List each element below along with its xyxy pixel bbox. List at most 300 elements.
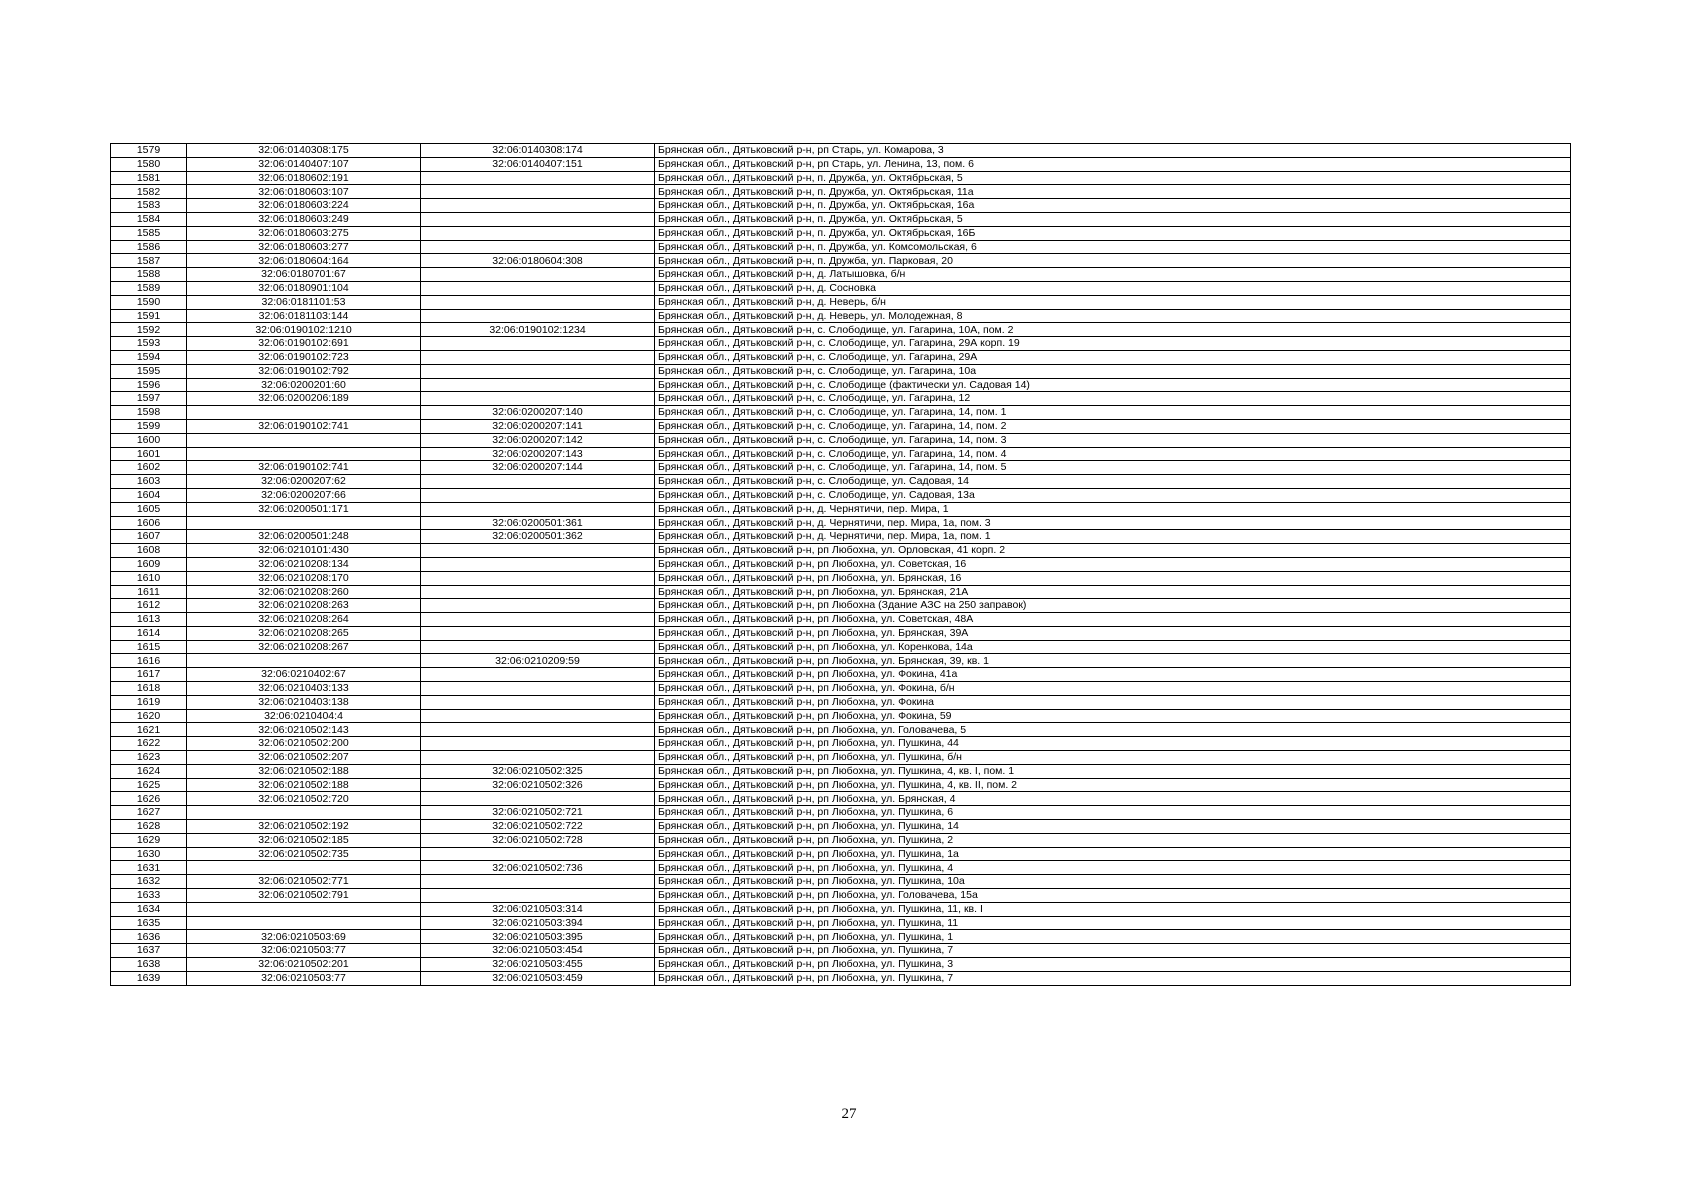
cadastral-number-cell: 32:06:0180603:249 (187, 212, 421, 226)
table-row (111, 626, 1571, 640)
related-cadastral-number-cell (421, 295, 655, 309)
table-row (111, 364, 1571, 378)
row-number-cell: 1635 (111, 916, 187, 930)
address-cell: Брянская обл., Дятьковский р-н, п. Дружба, ул. Комсомольская, 6 (655, 240, 1571, 254)
cadastral-number-cell (187, 406, 421, 420)
address-cell: Брянская обл., Дятьковский р-н, с. Слободище, ул. Гагарина, 14, пом. 5 (655, 461, 1571, 475)
table-row (111, 930, 1571, 944)
cadastral-number-cell: 32:06:0210502:188 (187, 778, 421, 792)
table-row (111, 337, 1571, 351)
registry-table (110, 143, 1571, 986)
related-cadastral-number-cell: 32:06:0210502:736 (421, 861, 655, 875)
cadastral-number-cell (187, 806, 421, 820)
table-row (111, 668, 1571, 682)
cadastral-number-cell: 32:06:0210208:134 (187, 557, 421, 571)
table-row (111, 585, 1571, 599)
row-number-cell: 1606 (111, 516, 187, 530)
table-row (111, 281, 1571, 295)
table-row (111, 433, 1571, 447)
related-cadastral-number-cell: 32:06:0210502:326 (421, 778, 655, 792)
row-number-cell: 1603 (111, 475, 187, 489)
address-cell: Брянская обл., Дятьковский р-н, д. Латышовка, б/н (655, 268, 1571, 282)
cadastral-number-cell (187, 516, 421, 530)
related-cadastral-number-cell: 32:06:0210502:721 (421, 806, 655, 820)
related-cadastral-number-cell (421, 792, 655, 806)
related-cadastral-number-cell (421, 599, 655, 613)
related-cadastral-number-cell (421, 695, 655, 709)
address-cell: Брянская обл., Дятьковский р-н, с. Слободище, ул. Гагарина, 12 (655, 392, 1571, 406)
row-number-cell: 1608 (111, 544, 187, 558)
related-cadastral-number-cell: 32:06:0210503:395 (421, 930, 655, 944)
table-row (111, 958, 1571, 972)
cadastral-number-cell: 32:06:0181103:144 (187, 309, 421, 323)
row-number-cell: 1634 (111, 902, 187, 916)
cadastral-number-cell: 32:06:0200206:189 (187, 392, 421, 406)
table-row (111, 544, 1571, 558)
cadastral-number-cell: 32:06:0200207:62 (187, 475, 421, 489)
address-cell: Брянская обл., Дятьковский р-н, рп Старь, ул. Комарова, 3 (655, 144, 1571, 158)
address-cell: Брянская обл., Дятьковский р-н, рп Любохна, ул. Фокина, 41а (655, 668, 1571, 682)
address-cell: Брянская обл., Дятьковский р-н, рп Любохна, ул. Пушкина, 7 (655, 944, 1571, 958)
row-number-cell: 1622 (111, 737, 187, 751)
row-number-cell: 1581 (111, 171, 187, 185)
address-cell: Брянская обл., Дятьковский р-н, с. Слободище, ул. Садовая, 14 (655, 475, 1571, 489)
row-number-cell: 1588 (111, 268, 187, 282)
table-row (111, 875, 1571, 889)
table-row (111, 323, 1571, 337)
cadastral-number-cell: 32:06:0180603:107 (187, 185, 421, 199)
cadastral-number-cell: 32:06:0181101:53 (187, 295, 421, 309)
row-number-cell: 1589 (111, 281, 187, 295)
cadastral-number-cell: 32:06:0210503:77 (187, 944, 421, 958)
related-cadastral-number-cell (421, 171, 655, 185)
related-cadastral-number-cell: 32:06:0210503:459 (421, 971, 655, 985)
related-cadastral-number-cell: 32:06:0210502:728 (421, 833, 655, 847)
related-cadastral-number-cell (421, 751, 655, 765)
table-row (111, 654, 1571, 668)
address-cell: Брянская обл., Дятьковский р-н, рп Любохна, ул. Пушкина, 11, кв. I (655, 902, 1571, 916)
address-cell: Брянская обл., Дятьковский р-н, рп Любохна, ул. Брянская, 21А (655, 585, 1571, 599)
row-number-cell: 1639 (111, 971, 187, 985)
table-row (111, 889, 1571, 903)
cadastral-number-cell: 32:06:0210404:4 (187, 709, 421, 723)
row-number-cell: 1604 (111, 488, 187, 502)
table-row (111, 833, 1571, 847)
cadastral-number-cell: 32:06:0180701:67 (187, 268, 421, 282)
row-number-cell: 1591 (111, 309, 187, 323)
table-row (111, 199, 1571, 213)
cadastral-number-cell: 32:06:0210503:69 (187, 930, 421, 944)
related-cadastral-number-cell (421, 281, 655, 295)
address-cell: Брянская обл., Дятьковский р-н, д. Чернятичи, пер. Мира, 1а, пом. 1 (655, 530, 1571, 544)
address-cell: Брянская обл., Дятьковский р-н, рп Любохна, ул. Брянская, 4 (655, 792, 1571, 806)
related-cadastral-number-cell: 32:06:0200207:143 (421, 447, 655, 461)
table-row (111, 461, 1571, 475)
table-row (111, 157, 1571, 171)
table-row (111, 268, 1571, 282)
related-cadastral-number-cell: 32:06:0200207:144 (421, 461, 655, 475)
row-number-cell: 1617 (111, 668, 187, 682)
address-cell: Брянская обл., Дятьковский р-н, рп Любохна, ул. Пушкина, б/н (655, 751, 1571, 765)
address-cell: Брянская обл., Дятьковский р-н, рп Любохна, ул. Советская, 48А (655, 613, 1571, 627)
related-cadastral-number-cell: 32:06:0210503:454 (421, 944, 655, 958)
table-row (111, 144, 1571, 158)
cadastral-number-cell: 32:06:0190102:1210 (187, 323, 421, 337)
cadastral-number-cell: 32:06:0210502:201 (187, 958, 421, 972)
address-cell: Брянская обл., Дятьковский р-н, рп Любохна, ул. Коренкова, 14а (655, 640, 1571, 654)
related-cadastral-number-cell (421, 875, 655, 889)
address-cell: Брянская обл., Дятьковский р-н, с. Слободище, ул. Гагарина, 10а (655, 364, 1571, 378)
cadastral-number-cell (187, 447, 421, 461)
cadastral-number-cell (187, 433, 421, 447)
table-row (111, 737, 1571, 751)
address-cell: Брянская обл., Дятьковский р-н, с. Слободище (фактически ул. Садовая 14) (655, 378, 1571, 392)
related-cadastral-number-cell: 32:06:0200501:362 (421, 530, 655, 544)
row-number-cell: 1587 (111, 254, 187, 268)
table-row (111, 902, 1571, 916)
table-row (111, 916, 1571, 930)
page-number: 27 (841, 1106, 857, 1122)
table-row (111, 944, 1571, 958)
cadastral-number-cell: 32:06:0200501:171 (187, 502, 421, 516)
table-row (111, 861, 1571, 875)
row-number-cell: 1626 (111, 792, 187, 806)
related-cadastral-number-cell (421, 613, 655, 627)
cadastral-number-cell: 32:06:0180603:224 (187, 199, 421, 213)
cadastral-number-cell: 32:06:0210502:207 (187, 751, 421, 765)
table-row (111, 240, 1571, 254)
address-cell: Брянская обл., Дятьковский р-н, рп Любохна, ул. Пушкина, 10а (655, 875, 1571, 889)
related-cadastral-number-cell (421, 378, 655, 392)
row-number-cell: 1614 (111, 626, 187, 640)
related-cadastral-number-cell (421, 199, 655, 213)
table-row (111, 309, 1571, 323)
table-row (111, 709, 1571, 723)
row-number-cell: 1627 (111, 806, 187, 820)
row-number-cell: 1630 (111, 847, 187, 861)
related-cadastral-number-cell (421, 212, 655, 226)
related-cadastral-number-cell: 32:06:0210502:722 (421, 820, 655, 834)
cadastral-number-cell: 32:06:0210502:771 (187, 875, 421, 889)
related-cadastral-number-cell: 32:06:0140308:174 (421, 144, 655, 158)
address-cell: Брянская обл., Дятьковский р-н, с. Слободище, ул. Садовая, 13а (655, 488, 1571, 502)
cadastral-number-cell: 32:06:0200501:248 (187, 530, 421, 544)
cadastral-number-cell: 32:06:0210208:263 (187, 599, 421, 613)
address-cell: Брянская обл., Дятьковский р-н, рп Любохна, ул. Фокина (655, 695, 1571, 709)
row-number-cell: 1625 (111, 778, 187, 792)
table-row (111, 778, 1571, 792)
related-cadastral-number-cell: 32:06:0210209:59 (421, 654, 655, 668)
address-cell: Брянская обл., Дятьковский р-н, рп Любохна, ул. Пушкина, 4, кв. I, пом. 1 (655, 764, 1571, 778)
related-cadastral-number-cell: 32:06:0200207:140 (421, 406, 655, 420)
cadastral-number-cell: 32:06:0200201:60 (187, 378, 421, 392)
related-cadastral-number-cell: 32:06:0140407:151 (421, 157, 655, 171)
address-cell: Брянская обл., Дятьковский р-н, рп Любохна, ул. Пушкина, 1 (655, 930, 1571, 944)
row-number-cell: 1592 (111, 323, 187, 337)
related-cadastral-number-cell: 32:06:0190102:1234 (421, 323, 655, 337)
row-number-cell: 1611 (111, 585, 187, 599)
address-cell: Брянская обл., Дятьковский р-н, рп Любохна, ул. Брянская, 16 (655, 571, 1571, 585)
row-number-cell: 1618 (111, 682, 187, 696)
cadastral-number-cell: 32:06:0210502:200 (187, 737, 421, 751)
cadastral-number-cell: 32:06:0200207:66 (187, 488, 421, 502)
address-cell: Брянская обл., Дятьковский р-н, п. Дружба, ул. Октябрьская, 5 (655, 171, 1571, 185)
address-cell: Брянская обл., Дятьковский р-н, рп Любохна (Здание АЗС на 250 заправок) (655, 599, 1571, 613)
cadastral-number-cell: 32:06:0210402:67 (187, 668, 421, 682)
address-cell: Брянская обл., Дятьковский р-н, рп Любохна, ул. Фокина, 59 (655, 709, 1571, 723)
cadastral-number-cell: 32:06:0210101:430 (187, 544, 421, 558)
cadastral-number-cell: 32:06:0180603:275 (187, 226, 421, 240)
related-cadastral-number-cell (421, 185, 655, 199)
address-cell: Брянская обл., Дятьковский р-н, п. Дружба, ул. Октябрьская, 16а (655, 199, 1571, 213)
cadastral-number-cell: 32:06:0210208:264 (187, 613, 421, 627)
cadastral-number-cell: 32:06:0190102:741 (187, 419, 421, 433)
row-number-cell: 1593 (111, 337, 187, 351)
row-number-cell: 1586 (111, 240, 187, 254)
address-cell: Брянская обл., Дятьковский р-н, рп Любохна, ул. Брянская, 39А (655, 626, 1571, 640)
cadastral-number-cell: 32:06:0180602:191 (187, 171, 421, 185)
related-cadastral-number-cell (421, 268, 655, 282)
row-number-cell: 1624 (111, 764, 187, 778)
cadastral-number-cell (187, 861, 421, 875)
address-cell: Брянская обл., Дятьковский р-н, рп Любохна, ул. Фокина, б/н (655, 682, 1571, 696)
table-row (111, 695, 1571, 709)
table-row (111, 171, 1571, 185)
related-cadastral-number-cell (421, 502, 655, 516)
row-number-cell: 1609 (111, 557, 187, 571)
cadastral-number-cell: 32:06:0210403:133 (187, 682, 421, 696)
cadastral-number-cell: 32:06:0190102:792 (187, 364, 421, 378)
row-number-cell: 1631 (111, 861, 187, 875)
row-number-cell: 1598 (111, 406, 187, 420)
related-cadastral-number-cell (421, 847, 655, 861)
address-cell: Брянская обл., Дятьковский р-н, рп Любохна, ул. Пушкина, 7 (655, 971, 1571, 985)
row-number-cell: 1594 (111, 350, 187, 364)
address-cell: Брянская обл., Дятьковский р-н, рп Любохна, ул. Пушкина, 44 (655, 737, 1571, 751)
address-cell: Брянская обл., Дятьковский р-н, с. Слободище, ул. Гагарина, 14, пом. 1 (655, 406, 1571, 420)
cadastral-number-cell: 32:06:0190102:691 (187, 337, 421, 351)
row-number-cell: 1616 (111, 654, 187, 668)
address-cell: Брянская обл., Дятьковский р-н, рп Любохна, ул. Пушкина, 3 (655, 958, 1571, 972)
table-row (111, 557, 1571, 571)
related-cadastral-number-cell (421, 475, 655, 489)
related-cadastral-number-cell (421, 309, 655, 323)
related-cadastral-number-cell: 32:06:0180604:308 (421, 254, 655, 268)
table-row (111, 406, 1571, 420)
cadastral-number-cell: 32:06:0210502:188 (187, 764, 421, 778)
row-number-cell: 1597 (111, 392, 187, 406)
row-number-cell: 1638 (111, 958, 187, 972)
cadastral-number-cell: 32:06:0210208:170 (187, 571, 421, 585)
related-cadastral-number-cell (421, 737, 655, 751)
row-number-cell: 1595 (111, 364, 187, 378)
row-number-cell: 1585 (111, 226, 187, 240)
address-cell: Брянская обл., Дятьковский р-н, с. Слободище, ул. Гагарина, 29А корп. 19 (655, 337, 1571, 351)
related-cadastral-number-cell: 32:06:0210503:455 (421, 958, 655, 972)
table-row (111, 571, 1571, 585)
address-cell: Брянская обл., Дятьковский р-н, д. Чернятичи, пер. Мира, 1 (655, 502, 1571, 516)
cadastral-number-cell: 32:06:0190102:741 (187, 461, 421, 475)
table-row (111, 599, 1571, 613)
address-cell: Брянская обл., Дятьковский р-н, рп Любохна, ул. Головачева, 15а (655, 889, 1571, 903)
cadastral-number-cell (187, 916, 421, 930)
related-cadastral-number-cell (421, 682, 655, 696)
cadastral-number-cell (187, 654, 421, 668)
related-cadastral-number-cell: 32:06:0210503:314 (421, 902, 655, 916)
address-cell: Брянская обл., Дятьковский р-н, с. Слободище, ул. Гагарина, 14, пом. 2 (655, 419, 1571, 433)
row-number-cell: 1612 (111, 599, 187, 613)
cadastral-number-cell: 32:06:0210208:260 (187, 585, 421, 599)
cadastral-number-cell: 32:06:0210502:735 (187, 847, 421, 861)
related-cadastral-number-cell (421, 571, 655, 585)
cadastral-number-cell: 32:06:0210502:143 (187, 723, 421, 737)
address-cell: Брянская обл., Дятьковский р-н, п. Дружба, ул. Октябрьская, 16Б (655, 226, 1571, 240)
related-cadastral-number-cell (421, 350, 655, 364)
related-cadastral-number-cell (421, 640, 655, 654)
row-number-cell: 1580 (111, 157, 187, 171)
related-cadastral-number-cell: 32:06:0210503:394 (421, 916, 655, 930)
related-cadastral-number-cell (421, 585, 655, 599)
cadastral-number-cell: 32:06:0210403:138 (187, 695, 421, 709)
address-cell: Брянская обл., Дятьковский р-н, с. Слободище, ул. Гагарина, 10А, пом. 2 (655, 323, 1571, 337)
table-row (111, 751, 1571, 765)
related-cadastral-number-cell (421, 557, 655, 571)
related-cadastral-number-cell: 32:06:0200207:142 (421, 433, 655, 447)
related-cadastral-number-cell (421, 392, 655, 406)
row-number-cell: 1636 (111, 930, 187, 944)
table-row (111, 475, 1571, 489)
cadastral-number-cell: 32:06:0180901:104 (187, 281, 421, 295)
table-row (111, 350, 1571, 364)
address-cell: Брянская обл., Дятьковский р-н, п. Дружба, ул. Октябрьская, 5 (655, 212, 1571, 226)
table-row (111, 185, 1571, 199)
cadastral-number-cell: 32:06:0210208:267 (187, 640, 421, 654)
cadastral-number-cell: 32:06:0210208:265 (187, 626, 421, 640)
table-row (111, 847, 1571, 861)
table-row (111, 447, 1571, 461)
related-cadastral-number-cell (421, 723, 655, 737)
related-cadastral-number-cell (421, 544, 655, 558)
address-cell: Брянская обл., Дятьковский р-н, п. Дружба, ул. Октябрьская, 11а (655, 185, 1571, 199)
related-cadastral-number-cell (421, 889, 655, 903)
cadastral-number-cell: 32:06:0210502:185 (187, 833, 421, 847)
row-number-cell: 1579 (111, 144, 187, 158)
related-cadastral-number-cell (421, 240, 655, 254)
table-row (111, 764, 1571, 778)
cadastral-number-cell: 32:06:0190102:723 (187, 350, 421, 364)
cadastral-number-cell: 32:06:0210502:791 (187, 889, 421, 903)
cadastral-number-cell (187, 902, 421, 916)
related-cadastral-number-cell (421, 364, 655, 378)
related-cadastral-number-cell (421, 668, 655, 682)
row-number-cell: 1602 (111, 461, 187, 475)
address-cell: Брянская обл., Дятьковский р-н, с. Слободище, ул. Гагарина, 29А (655, 350, 1571, 364)
address-cell: Брянская обл., Дятьковский р-н, д. Сосновка (655, 281, 1571, 295)
table-row (111, 723, 1571, 737)
related-cadastral-number-cell: 32:06:0200207:141 (421, 419, 655, 433)
cadastral-number-cell: 32:06:0210502:192 (187, 820, 421, 834)
table-row (111, 419, 1571, 433)
address-cell: Брянская обл., Дятьковский р-н, рп Любохна, ул. Советская, 16 (655, 557, 1571, 571)
row-number-cell: 1633 (111, 889, 187, 903)
table-row (111, 254, 1571, 268)
table-row (111, 640, 1571, 654)
row-number-cell: 1621 (111, 723, 187, 737)
address-cell: Брянская обл., Дятьковский р-н, рп Любохна, ул. Пушкина, 2 (655, 833, 1571, 847)
row-number-cell: 1605 (111, 502, 187, 516)
address-cell: Брянская обл., Дятьковский р-н, рп Любохна, ул. Пушкина, 11 (655, 916, 1571, 930)
address-cell: Брянская обл., Дятьковский р-н, рп Любохна, ул. Пушкина, 1а (655, 847, 1571, 861)
table-row (111, 820, 1571, 834)
row-number-cell: 1596 (111, 378, 187, 392)
row-number-cell: 1613 (111, 613, 187, 627)
cadastral-number-cell: 32:06:0180604:164 (187, 254, 421, 268)
related-cadastral-number-cell (421, 626, 655, 640)
row-number-cell: 1615 (111, 640, 187, 654)
row-number-cell: 1583 (111, 199, 187, 213)
row-number-cell: 1599 (111, 419, 187, 433)
address-cell: Брянская обл., Дятьковский р-н, рп Любохна, ул. Головачева, 5 (655, 723, 1571, 737)
address-cell: Брянская обл., Дятьковский р-н, рп Старь, ул. Ленина, 13, пом. 6 (655, 157, 1571, 171)
row-number-cell: 1584 (111, 212, 187, 226)
table-row (111, 613, 1571, 627)
cadastral-number-cell: 32:06:0210502:720 (187, 792, 421, 806)
row-number-cell: 1620 (111, 709, 187, 723)
row-number-cell: 1607 (111, 530, 187, 544)
address-cell: Брянская обл., Дятьковский р-н, рп Любохна, ул. Пушкина, 4 (655, 861, 1571, 875)
address-cell: Брянская обл., Дятьковский р-н, п. Дружба, ул. Парковая, 20 (655, 254, 1571, 268)
table-row (111, 516, 1571, 530)
table-row (111, 392, 1571, 406)
row-number-cell: 1610 (111, 571, 187, 585)
table-row (111, 212, 1571, 226)
address-cell: Брянская обл., Дятьковский р-н, рп Любохна, ул. Орловская, 41 корп. 2 (655, 544, 1571, 558)
row-number-cell: 1582 (111, 185, 187, 199)
table-row (111, 530, 1571, 544)
registry-table-body (111, 144, 1571, 986)
address-cell: Брянская обл., Дятьковский р-н, рп Любохна, ул. Брянская, 39, кв. 1 (655, 654, 1571, 668)
cadastral-number-cell: 32:06:0210503:77 (187, 971, 421, 985)
table-row (111, 226, 1571, 240)
row-number-cell: 1628 (111, 820, 187, 834)
related-cadastral-number-cell: 32:06:0200501:361 (421, 516, 655, 530)
row-number-cell: 1619 (111, 695, 187, 709)
table-row (111, 488, 1571, 502)
related-cadastral-number-cell (421, 488, 655, 502)
cadastral-number-cell: 32:06:0140407:107 (187, 157, 421, 171)
table-row (111, 502, 1571, 516)
row-number-cell: 1623 (111, 751, 187, 765)
row-number-cell: 1629 (111, 833, 187, 847)
address-cell: Брянская обл., Дятьковский р-н, рп Любохна, ул. Пушкина, 4, кв. II, пом. 2 (655, 778, 1571, 792)
table-row (111, 295, 1571, 309)
row-number-cell: 1637 (111, 944, 187, 958)
address-cell: Брянская обл., Дятьковский р-н, рп Любохна, ул. Пушкина, 6 (655, 806, 1571, 820)
table-row (111, 792, 1571, 806)
related-cadastral-number-cell: 32:06:0210502:325 (421, 764, 655, 778)
cadastral-number-cell: 32:06:0140308:175 (187, 144, 421, 158)
address-cell: Брянская обл., Дятьковский р-н, д. Неверь, ул. Молодежная, 8 (655, 309, 1571, 323)
cadastral-number-cell: 32:06:0180603:277 (187, 240, 421, 254)
table-row (111, 806, 1571, 820)
row-number-cell: 1601 (111, 447, 187, 461)
row-number-cell: 1632 (111, 875, 187, 889)
table-row (111, 682, 1571, 696)
address-cell: Брянская обл., Дятьковский р-н, д. Неверь, б/н (655, 295, 1571, 309)
table-row (111, 378, 1571, 392)
address-cell: Брянская обл., Дятьковский р-н, с. Слободище, ул. Гагарина, 14, пом. 4 (655, 447, 1571, 461)
related-cadastral-number-cell (421, 226, 655, 240)
